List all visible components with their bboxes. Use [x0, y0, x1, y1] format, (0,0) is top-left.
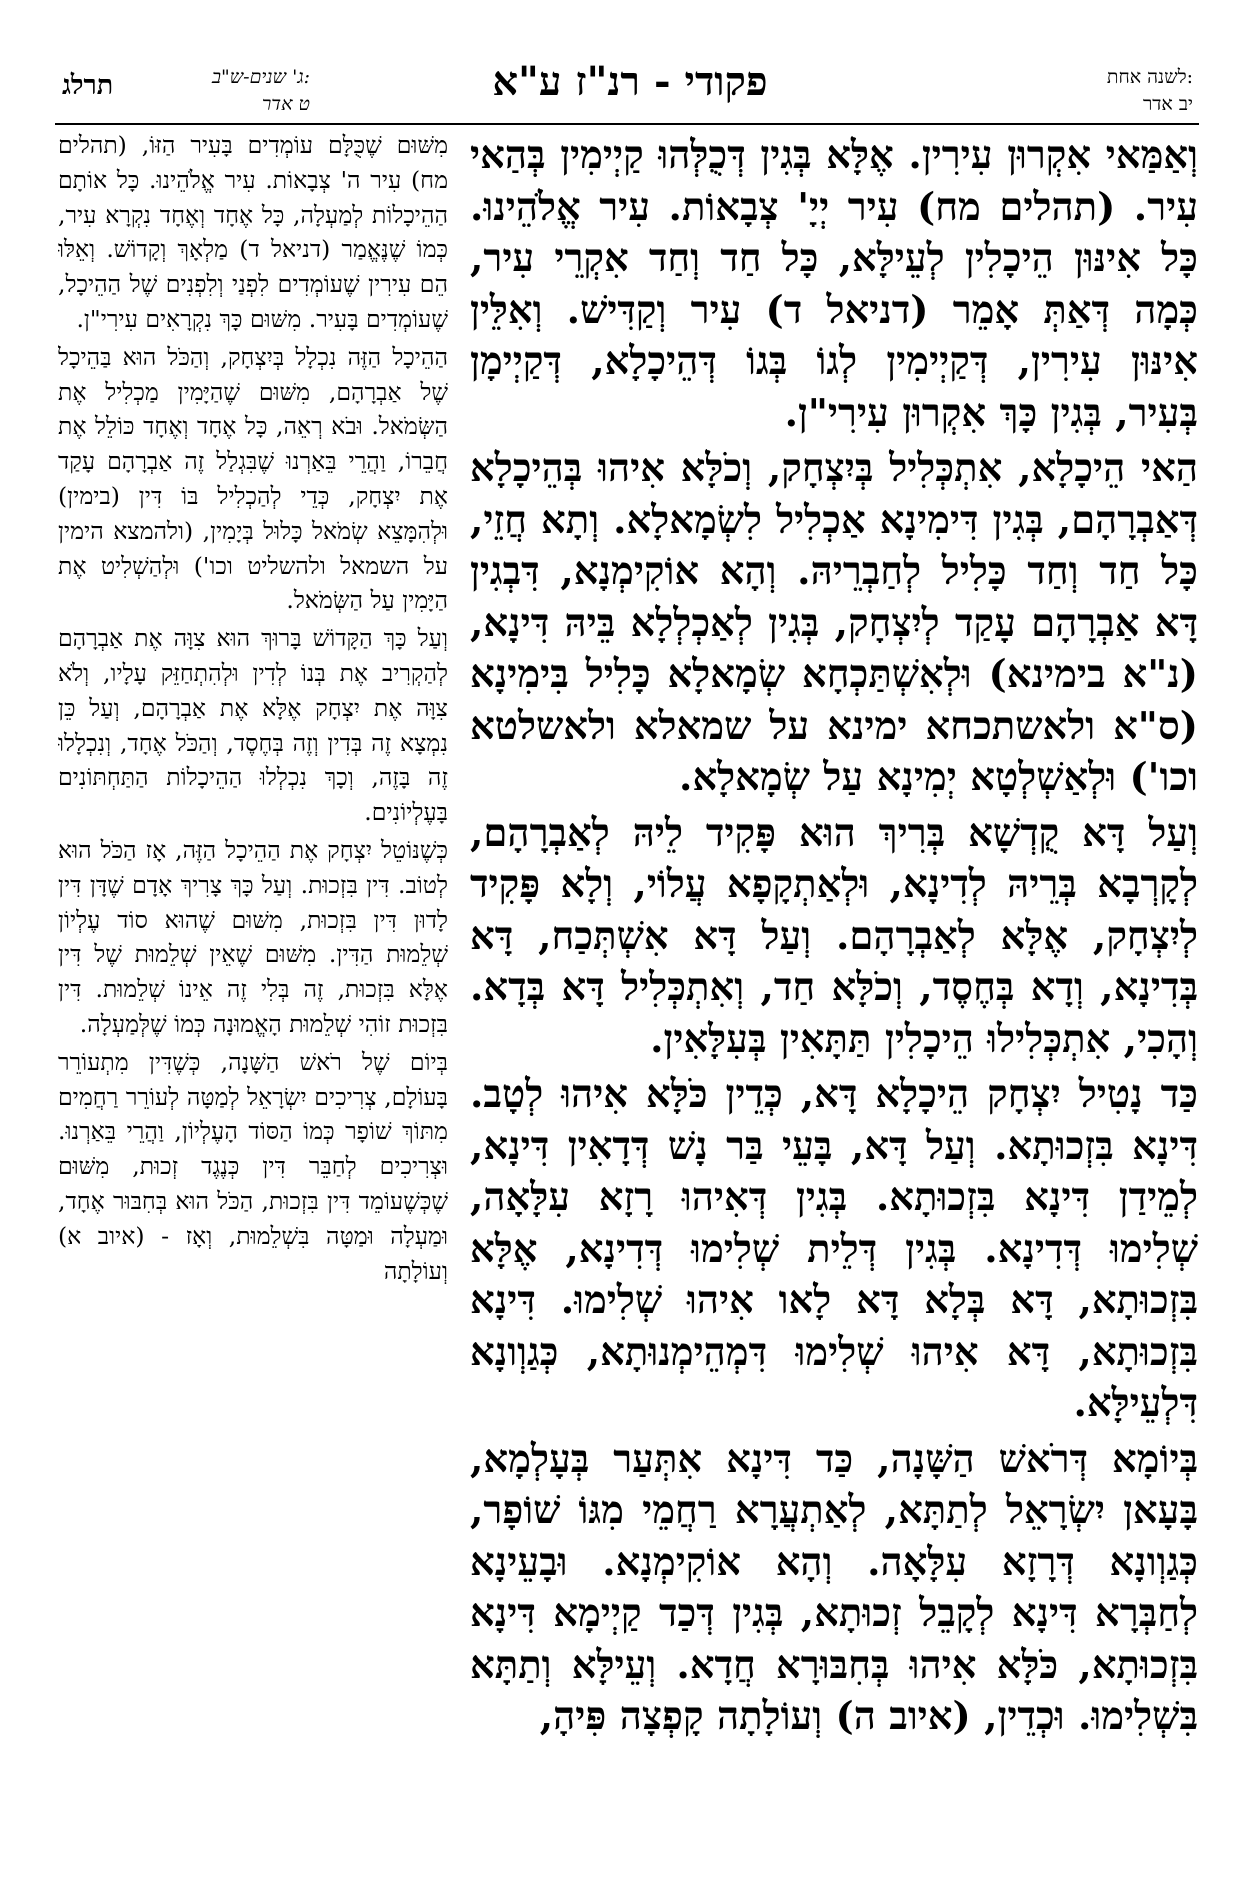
- translation-paragraph: מִשּׁוּם שֶׁכֻּלָּם עוֹמְדִים בָּעִיר הַזּוֹ, (תהלים מח) עִיר ה' צְבָאוֹת. עִיר אֱלֹהֵינוּ. כָּל אוֹתָם הַהֵיכָלוֹת לְמַעְלָה, כָּל אֶחָד וְאֶחָד נִקְרָא עִיר, כְּמוֹ שֶׁנֶּאֱמַר (דניאל ד) מַלְאָךְ וְקָדוֹשׁ. וְאֵלּוּ הֵם עִירִין שֶׁעוֹמְדִים לִפְנַי וְלִפְנִים שֶׁל הַהֵיכָל, שֶׁעוֹמְדִים בָּעִיר. מִשּׁוּם כָּךְ נִקְרָאִים עִירִי"ן.: [58, 131, 448, 333]
- header-year-label: לשנה אחת:: [1106, 66, 1193, 88]
- translation-column: [58, 128, 448, 1848]
- main-paragraph: בְּיוֹמָא דְּרֹאשׁ הַשָּׁנָה, כַּד דִּינָא אִתְּעַר בְּעָלְמָא, בָּעָאן יִשְׂרָאֵל לְתַתָּא, לְאַתְעֲרָא רַחֲמֵי מִגּוֹ שׁוֹפָר, כְּגַוְונָא דְּרָזָא עִלָּאָה. וְהָא אוֹקִימְנָא. וּבָעֵינָא לְחַבְּרָא דִּינָא לְקָבֵל זְכוּתָא, בְּגִין דְּכַד קַיְימָא דִּינָא בִּזְכוּתָא, כֹּלָּא אִיהוּ בְּחִבּוּרָא חֲדָא. וְעֵילָּא וְתַתָּא בִּשְׁלִימוּ. וּכְדֵין, (איוב ה) וְעוֹלָתָה קָפְצָה פִּיהָ,: [470, 1436, 1198, 1739]
- translation-paragraph: כְּשֶׁנּוֹטֵל יִצְחָק אֶת הַהֵיכָל הַזֶּה, אָז הַכֹּל הוּא לְטוֹב. דִּין בִּזְכוּת. וְעַל כָּךְ צָרִיךְ אָדָם שֶׁדָּן דִּין לָדוּן דִּין בִּזְכוּת, מִשּׁוּם שֶׁהוּא סוֹד עֶלְיוֹן שְׁלֵמוּת הַדִּין. מִשּׁוּם שֶׁאֵין שְׁלֵמוּת שֶׁל דִּין אֶלָּא בִּזְכוּת, זֶה בְּלִי זֶה אֵינוֹ שְׁלֵמוּת. דִּין בִּזְכוּת זוֹהִי שְׁלֵמוּת הָאֱמוּנָה כְּמוֹ שֶׁלְּמַעְלָה.: [58, 835, 448, 1038]
- translation-paragraph: בְּיוֹם שֶׁל רֹאשׁ הַשָּׁנָה, כְּשֶׁדִּין מִתְעוֹרֵר בָּעוֹלָם, צְרִיכִים יִשְׂרָאֵל לְמַטָּה לְעוֹרֵר רַחֲמִים מִתּוֹךְ שׁוֹפָר כְּמוֹ הַסּוֹד הָעֶלְיוֹן, וַהֲרֵי בֵּאַרְנוּ. וּצְרִיכִים לְחַבֵּר דִּין כְּנֶגֶד זְכוּת, מִשּׁוּם שֶׁכְּשֶׁעוֹמֵד דִּין בִּזְכוּת, הַכֹּל הוּא בְּחִבּוּר אֶחָד, וּמַעְלָה וּמַטָּה בִּשְׁלֵמוּת, וְאָז - (איוב א) וְעוֹלָתָה: [58, 1047, 448, 1285]
- main-paragraph: כַּד נָטִיל יִצְחָק הֵיכָלָא דָּא, כְּדֵין כֹּלָּא אִיהוּ לְטָב. דִּינָא בִּזְכוּתָא. וְעַל דָּא, בָּעֵי בַּר נָשׁ דְּדָאִין דִּינָא, לְמֵידַן דִּינָא בִּזְכוּתָא. בְּגִין דְּאִיהוּ רָזָא עִלָּאָה, שְׁלִימוּ דְּדִינָא. בְּגִין דְּלֵית שְׁלִימוּ דְּדִינָא, אֶלָּא בִּזְכוּתָא, דָּא בְּלָא דָּא לָאו אִיהוּ שְׁלִימוּ. דִּינָא בִּזְכוּתָא, דָּא אִיהוּ שְׁלִימוּ דִּמְהֵימְנוּתָא, כְּגַוְונָא דִּלְעֵילָּא.: [470, 1072, 1198, 1426]
- page-title: פקודי - רנ"ז ע"א: [492, 58, 768, 105]
- header-years-label: ג' שנים-ש"ב:: [211, 66, 310, 88]
- header-left-date: ט אדר: [261, 93, 310, 115]
- main-text-column: [470, 130, 1198, 1850]
- translation-paragraph: הַהֵיכָל הַזֶּה נִכְלָל בְּיִצְחָק, וְהַכֹּל הוּא בַּהֵיכָל שֶׁל אַבְרָהָם, מִשּׁוּם שֶׁהַיָּמִין מַכְלִיל אֶת הַשְּׂמֹאל. וּבֹא רְאֵה, כָּל אֶחָד וְאֶחָד כּוֹלֵל אֶת חֲבֵרוֹ, וַהֲרֵי בֵּאַרְנוּ שֶׁבִּגְלַל זֶה אַבְרָהָם עָקַד אֶת יִצְחָק, כְּדֵי לְהַכְלִיל בּוֹ דִּין (בימין) וּלְהִמָּצֵא שְׂמֹאל כָּלוּל בְּיָמִין, (ולהמצא הימין על השמאל ולהשליט וכו') וּלְהַשְׁלִיט אֶת הַיָּמִין עַל הַשְּׂמֹאל.: [58, 342, 448, 615]
- main-paragraph: הַאי הֵיכָלָא, אִתְכְּלִיל בְּיִצְחָק, וְכֹלָּא אִיהוּ בְּהֵיכָלָא דְּאַבְרָהָם, בְּגִין דִּימִינָא אַכְלִיל לִשְׂמָאלָא. וְתָא חֲזֵי, כָּל חַד וְחַד כָּלִיל לְחַבְרֵיהּ. וְהָא אוֹקִימְנָא, דִּבְגִין דָּא אַבְרָהָם עָקַד לְיִצְחָק, בְּגִין לְאַכְלְלָא בֵּיהּ דִּינָא, (נ"א בימינא) וּלְאִשְׁתַּכְחָא שְׂמָאלָא כָּלִיל בִּימִינָא (ס"א ולאשתכחא ימינא על שמאלא ולאשלטא וכו') וּלְאַשְׁלְטָא יְמִינָא עַל שְׂמָאלָא.: [470, 446, 1198, 800]
- translation-paragraph: וְעַל כָּךְ הַקָּדוֹשׁ בָּרוּךְ הוּא צִוָּה אֶת אַבְרָהָם לְהַקְרִיב אֶת בְּנוֹ לְדִין וּלְהִתְחַזֵּק עָלָיו, וְלֹא צִוָּה אֶת יִצְחָק אֶלָּא אֶת אַבְרָהָם, וְעַל כֵּן נִמְצָא זֶה בְּדִין וְזֶה בְּחֶסֶד, וְהַכֹּל אֶחָד, וְנִכְלָלוּ זֶה בָּזֶה, וְכָךְ נִכְלְלוּ הַהֵיכָלוֹת הַתַּחְתּוֹנִים בָּעֶלְיוֹנִים.: [58, 624, 448, 827]
- header-divider: [55, 123, 1199, 125]
- page-number: תרלג: [62, 70, 114, 101]
- main-paragraph: וְאַמַּאי אִקְרוּן עִירִין. אֶלָּא בְּגִין דְּכֻלְּהוּ קַיְימִין בְּהַאי עִיר. (תהלים מח) עִיר יְיָ' צְבָאוֹת. עִיר אֱלֹהֵינוּ. כָּל אִינּוּן הֵיכָלִין לְעֵילָּא, כָּל חַד וְחַד אִקְרֵי עִיר, כְּמָה דְּאַתְּ אָמֵר (דניאל ד) עִיר וְקַדִּישׁ. וְאִלֵּין אִינּוּן עִירִין, דְּקַיְימִין לְגוֹ בְּגוֹ דְּהֵיכָלָא, דְּקַיְימָן בְּעִיר, בְּגִין כָּךְ אִקְרוּן עִירִי"ן.: [470, 133, 1198, 436]
- main-paragraph: וְעַל דָּא קֻדְשָׁא בְּרִיךְ הוּא פָּקִיד לֵיהּ לְאַבְרָהָם, לְקָרְבָא בְּרֵיהּ לְדִינָא, וּלְאַתְקָפָא עֲלוֹי, וְלָא פָּקִיד לְיִצְחָק, אֶלָּא לְאַבְרָהָם. וְעַל דָּא אִשְׁתְּכַח, דָּא בְּדִינָא, וְדָא בְּחֶסֶד, וְכֹלָּא חַד, וְאִתְכְּלִיל דָּא בְּדָא. וְהָכִי, אִתְכְּלִילוּ הֵיכָלִין תַּתָּאִין בְּעִלָּאִין.: [470, 810, 1198, 1062]
- header-right-date: יב אדר: [1142, 93, 1193, 115]
